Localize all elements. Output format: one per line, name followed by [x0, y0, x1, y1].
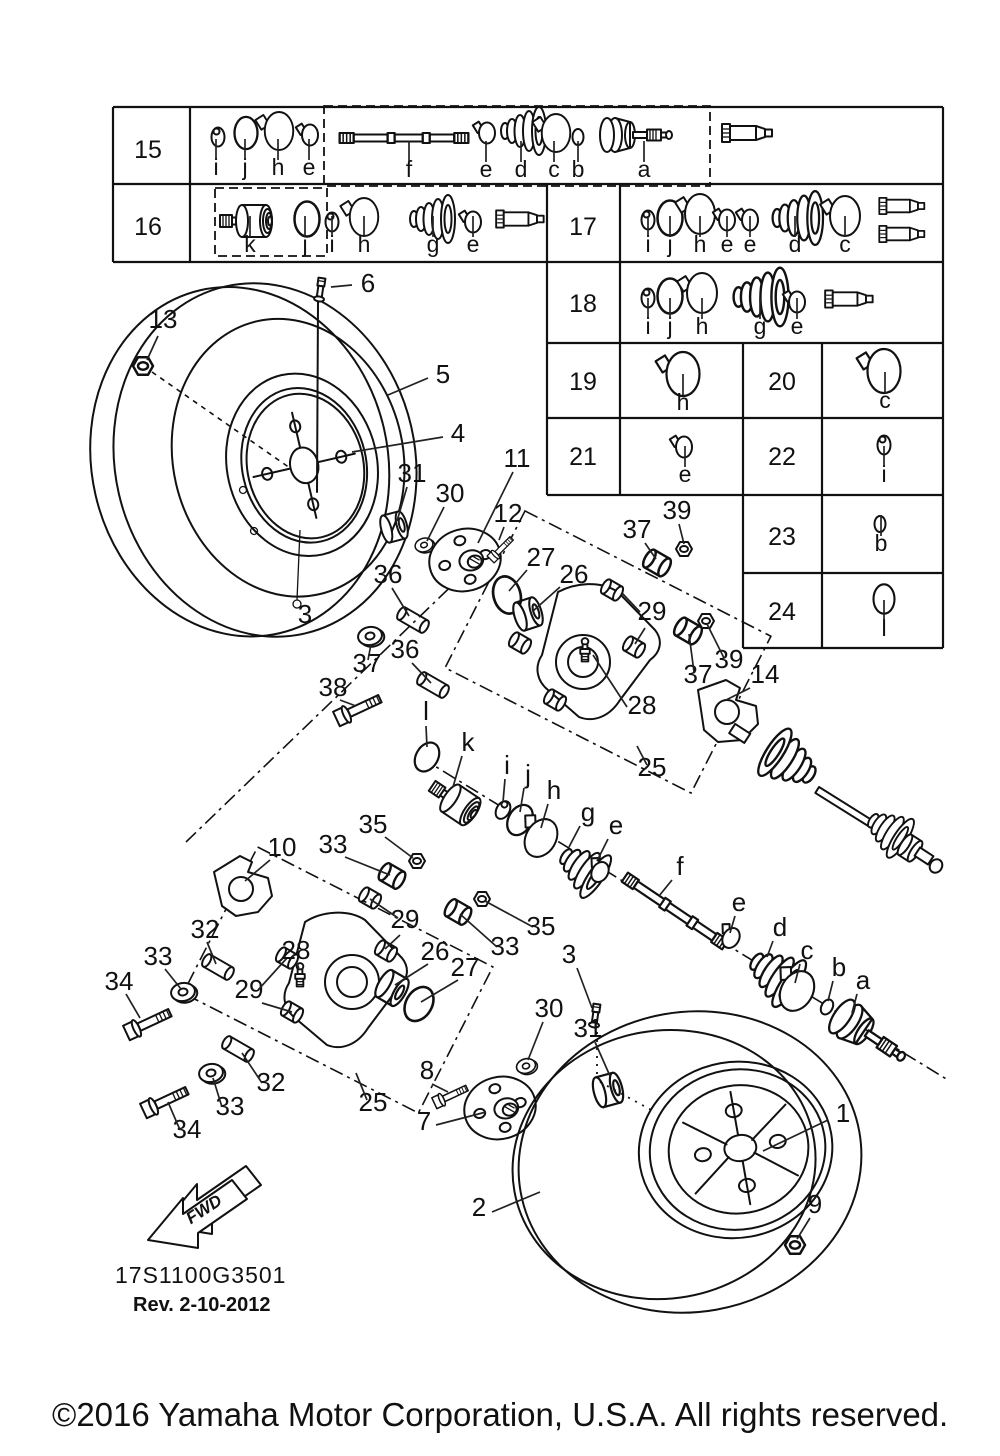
cone-washer-30b [515, 1056, 539, 1077]
table-row-number-15: 15 [134, 136, 162, 164]
callout-a: a [855, 965, 871, 995]
nut-39 [676, 542, 692, 556]
bearing-31b [590, 1071, 626, 1108]
callout-i: i [504, 750, 510, 780]
callout-f: f [676, 851, 684, 881]
table-row-number-17: 17 [569, 213, 597, 241]
callout-leader-g [569, 826, 580, 847]
callout-33: 33 [143, 941, 173, 971]
callout-33: 33 [490, 931, 520, 961]
drawing-number: 17S1100G3501 [115, 1262, 287, 1288]
nut-39b [698, 614, 714, 628]
part-letter-d: d [514, 156, 528, 182]
callout-37: 37 [622, 514, 652, 544]
callout-9: 9 [807, 1189, 823, 1219]
callout-26: 26 [559, 559, 589, 589]
part-letter-j: j [302, 231, 308, 257]
callout-33: 33 [318, 829, 348, 859]
callout-leader-l [426, 726, 427, 747]
callout-leader-8 [432, 1084, 448, 1092]
part-letter-e: e [479, 156, 493, 182]
grease-fitting-28 [580, 638, 590, 661]
callout-36: 36 [390, 634, 420, 664]
part-letter-c: c [839, 231, 851, 257]
part-letter-j: j [667, 231, 673, 257]
part-letter-i: i [329, 231, 335, 257]
grease-fitting-28b [295, 963, 305, 986]
callout-leader-f [659, 880, 672, 896]
callout-leader-12 [499, 527, 504, 540]
callout-leader-i [503, 779, 505, 802]
callout-6: 6 [360, 268, 376, 298]
revision-date: Rev. 2-10-2012 [133, 1294, 271, 1316]
callout-h: h [546, 775, 562, 805]
callout-31: 31 [573, 1013, 603, 1043]
callout-leader-33 [165, 969, 181, 989]
callout-c: c [800, 935, 814, 965]
callout-25: 25 [358, 1087, 388, 1117]
callout-1: 1 [835, 1098, 851, 1128]
part-letter-e: e [790, 313, 804, 339]
valve-stem-upper [314, 277, 327, 302]
callout-34: 34 [104, 966, 134, 996]
callout-31: 31 [397, 458, 427, 488]
part-letter-i: i [645, 313, 651, 339]
callout-leader-35 [385, 837, 413, 858]
callout-2: 2 [471, 1192, 487, 1222]
callout-k: k [461, 727, 475, 757]
callout-b: b [831, 952, 847, 982]
part-letter-k: k [244, 231, 256, 257]
part-letter-i: i [213, 154, 219, 180]
fwd-arrow [148, 1166, 261, 1248]
callout-8: 8 [419, 1055, 435, 1085]
part-letter-l: l [881, 615, 887, 641]
callout-leader-4 [352, 437, 443, 452]
lug-nut-9 [785, 1236, 805, 1254]
callout-leader-6 [331, 285, 352, 287]
table-row-number-20: 20 [768, 368, 796, 396]
collar-32 [200, 953, 236, 982]
collar-32b [220, 1035, 256, 1064]
callout-35: 35 [526, 911, 556, 941]
callout-e: e [608, 810, 624, 840]
callout-leader-30 [427, 507, 444, 541]
callout-5: 5 [435, 359, 451, 389]
callout-29: 29 [390, 904, 420, 934]
callout-14: 14 [750, 659, 780, 689]
callout-32: 32 [256, 1067, 286, 1097]
assembled-axle [729, 724, 945, 875]
callout-27: 27 [526, 542, 556, 572]
cv-joint-a [824, 996, 915, 1075]
part-letter-h: h [676, 389, 690, 415]
callout-36: 36 [373, 559, 403, 589]
callout-26: 26 [420, 936, 450, 966]
table-row-number-16: 16 [134, 213, 162, 241]
part-letter-e: e [743, 231, 757, 257]
callout-13: 13 [148, 304, 178, 334]
callout-38: 38 [318, 672, 348, 702]
callout-7: 7 [416, 1106, 432, 1136]
callout-12: 12 [493, 498, 523, 528]
table-row-number-19: 19 [569, 368, 597, 396]
cv-housing-k [423, 773, 484, 829]
copyright-notice: ©2016 Yamaha Motor Corporation, U.S.A. All rights reserved. [52, 1396, 949, 1433]
callout-leader-30 [528, 1022, 543, 1060]
callout-39: 39 [662, 495, 692, 525]
callout-g: g [580, 797, 596, 827]
part-letter-e: e [466, 231, 480, 257]
part-letter-d: d [788, 231, 802, 257]
table-row-number-22: 22 [768, 443, 796, 471]
part-letter-c: c [879, 387, 891, 413]
part-letter-g: g [426, 231, 440, 257]
part-letter-a: a [637, 156, 651, 182]
table-row-number-23: 23 [768, 523, 796, 551]
part-letter-i: i [881, 461, 887, 487]
callout-leader-13 [147, 336, 158, 360]
part-letter-h: h [693, 231, 707, 257]
callout-35: 35 [358, 809, 388, 839]
callout-37: 37 [683, 659, 713, 689]
callout-37: 37 [352, 648, 382, 678]
upper-tire [56, 251, 451, 672]
part-letter-b: b [874, 530, 888, 556]
callout-leader-34 [126, 994, 140, 1018]
collar-36b [415, 671, 451, 700]
table-row-number-24: 24 [768, 598, 796, 626]
callout-32: 32 [190, 914, 220, 944]
callout-30: 30 [435, 478, 465, 508]
callout-30: 30 [534, 993, 564, 1023]
callout-39: 39 [714, 644, 744, 674]
lug-nut-13 [133, 357, 153, 375]
callout-25: 25 [637, 752, 667, 782]
callout-27: 27 [450, 952, 480, 982]
callout-29: 29 [234, 974, 264, 1004]
callout-3: 3 [561, 939, 577, 969]
washer-33d [198, 1062, 227, 1086]
callout-28: 28 [281, 935, 311, 965]
callout-34: 34 [172, 1114, 202, 1144]
nut-35b [474, 892, 490, 906]
exploded-diagram [56, 251, 948, 1341]
callout-d: d [772, 912, 788, 942]
bushing-37 [641, 548, 674, 578]
part-letter-h: h [695, 313, 709, 339]
part-letter-j: j [242, 154, 248, 180]
callout-leader-3 [577, 968, 592, 1008]
part-letter-c: c [548, 156, 560, 182]
callout-4: 4 [450, 418, 466, 448]
part-letter-h: h [357, 231, 371, 257]
callout-j: j [525, 759, 531, 789]
callout-leader-38 [340, 700, 356, 706]
fwd-label: FWD [182, 1190, 226, 1228]
callout-10: 10 [267, 832, 297, 862]
callout-leader-31 [595, 1042, 610, 1076]
lower-tire [489, 984, 886, 1340]
part-letter-h: h [271, 154, 285, 180]
callout-leader-b [828, 981, 833, 1001]
washer-33b [170, 981, 199, 1005]
callout-3: 3 [297, 599, 313, 629]
part-letter-e: e [302, 154, 316, 180]
callout-33: 33 [215, 1091, 245, 1121]
callout-e: e [731, 887, 747, 917]
callout-28: 28 [627, 690, 657, 720]
part-letter-e: e [720, 231, 734, 257]
bushing-33 [376, 861, 407, 890]
callout-29: 29 [637, 596, 667, 626]
callout-11: 11 [503, 443, 531, 473]
bolt-34 [123, 1005, 174, 1042]
part-letter-i: i [645, 231, 651, 257]
table-row-number-21: 21 [569, 443, 597, 471]
table-row-number-18: 18 [569, 290, 597, 318]
part-letter-g: g [753, 313, 767, 339]
callout-l: l [423, 696, 429, 726]
part-letter-f: f [405, 156, 413, 182]
shaft-f [622, 873, 728, 950]
part-letter-b: b [571, 156, 585, 182]
part-letter-e: e [678, 461, 692, 487]
part-letter-j: j [667, 313, 673, 339]
